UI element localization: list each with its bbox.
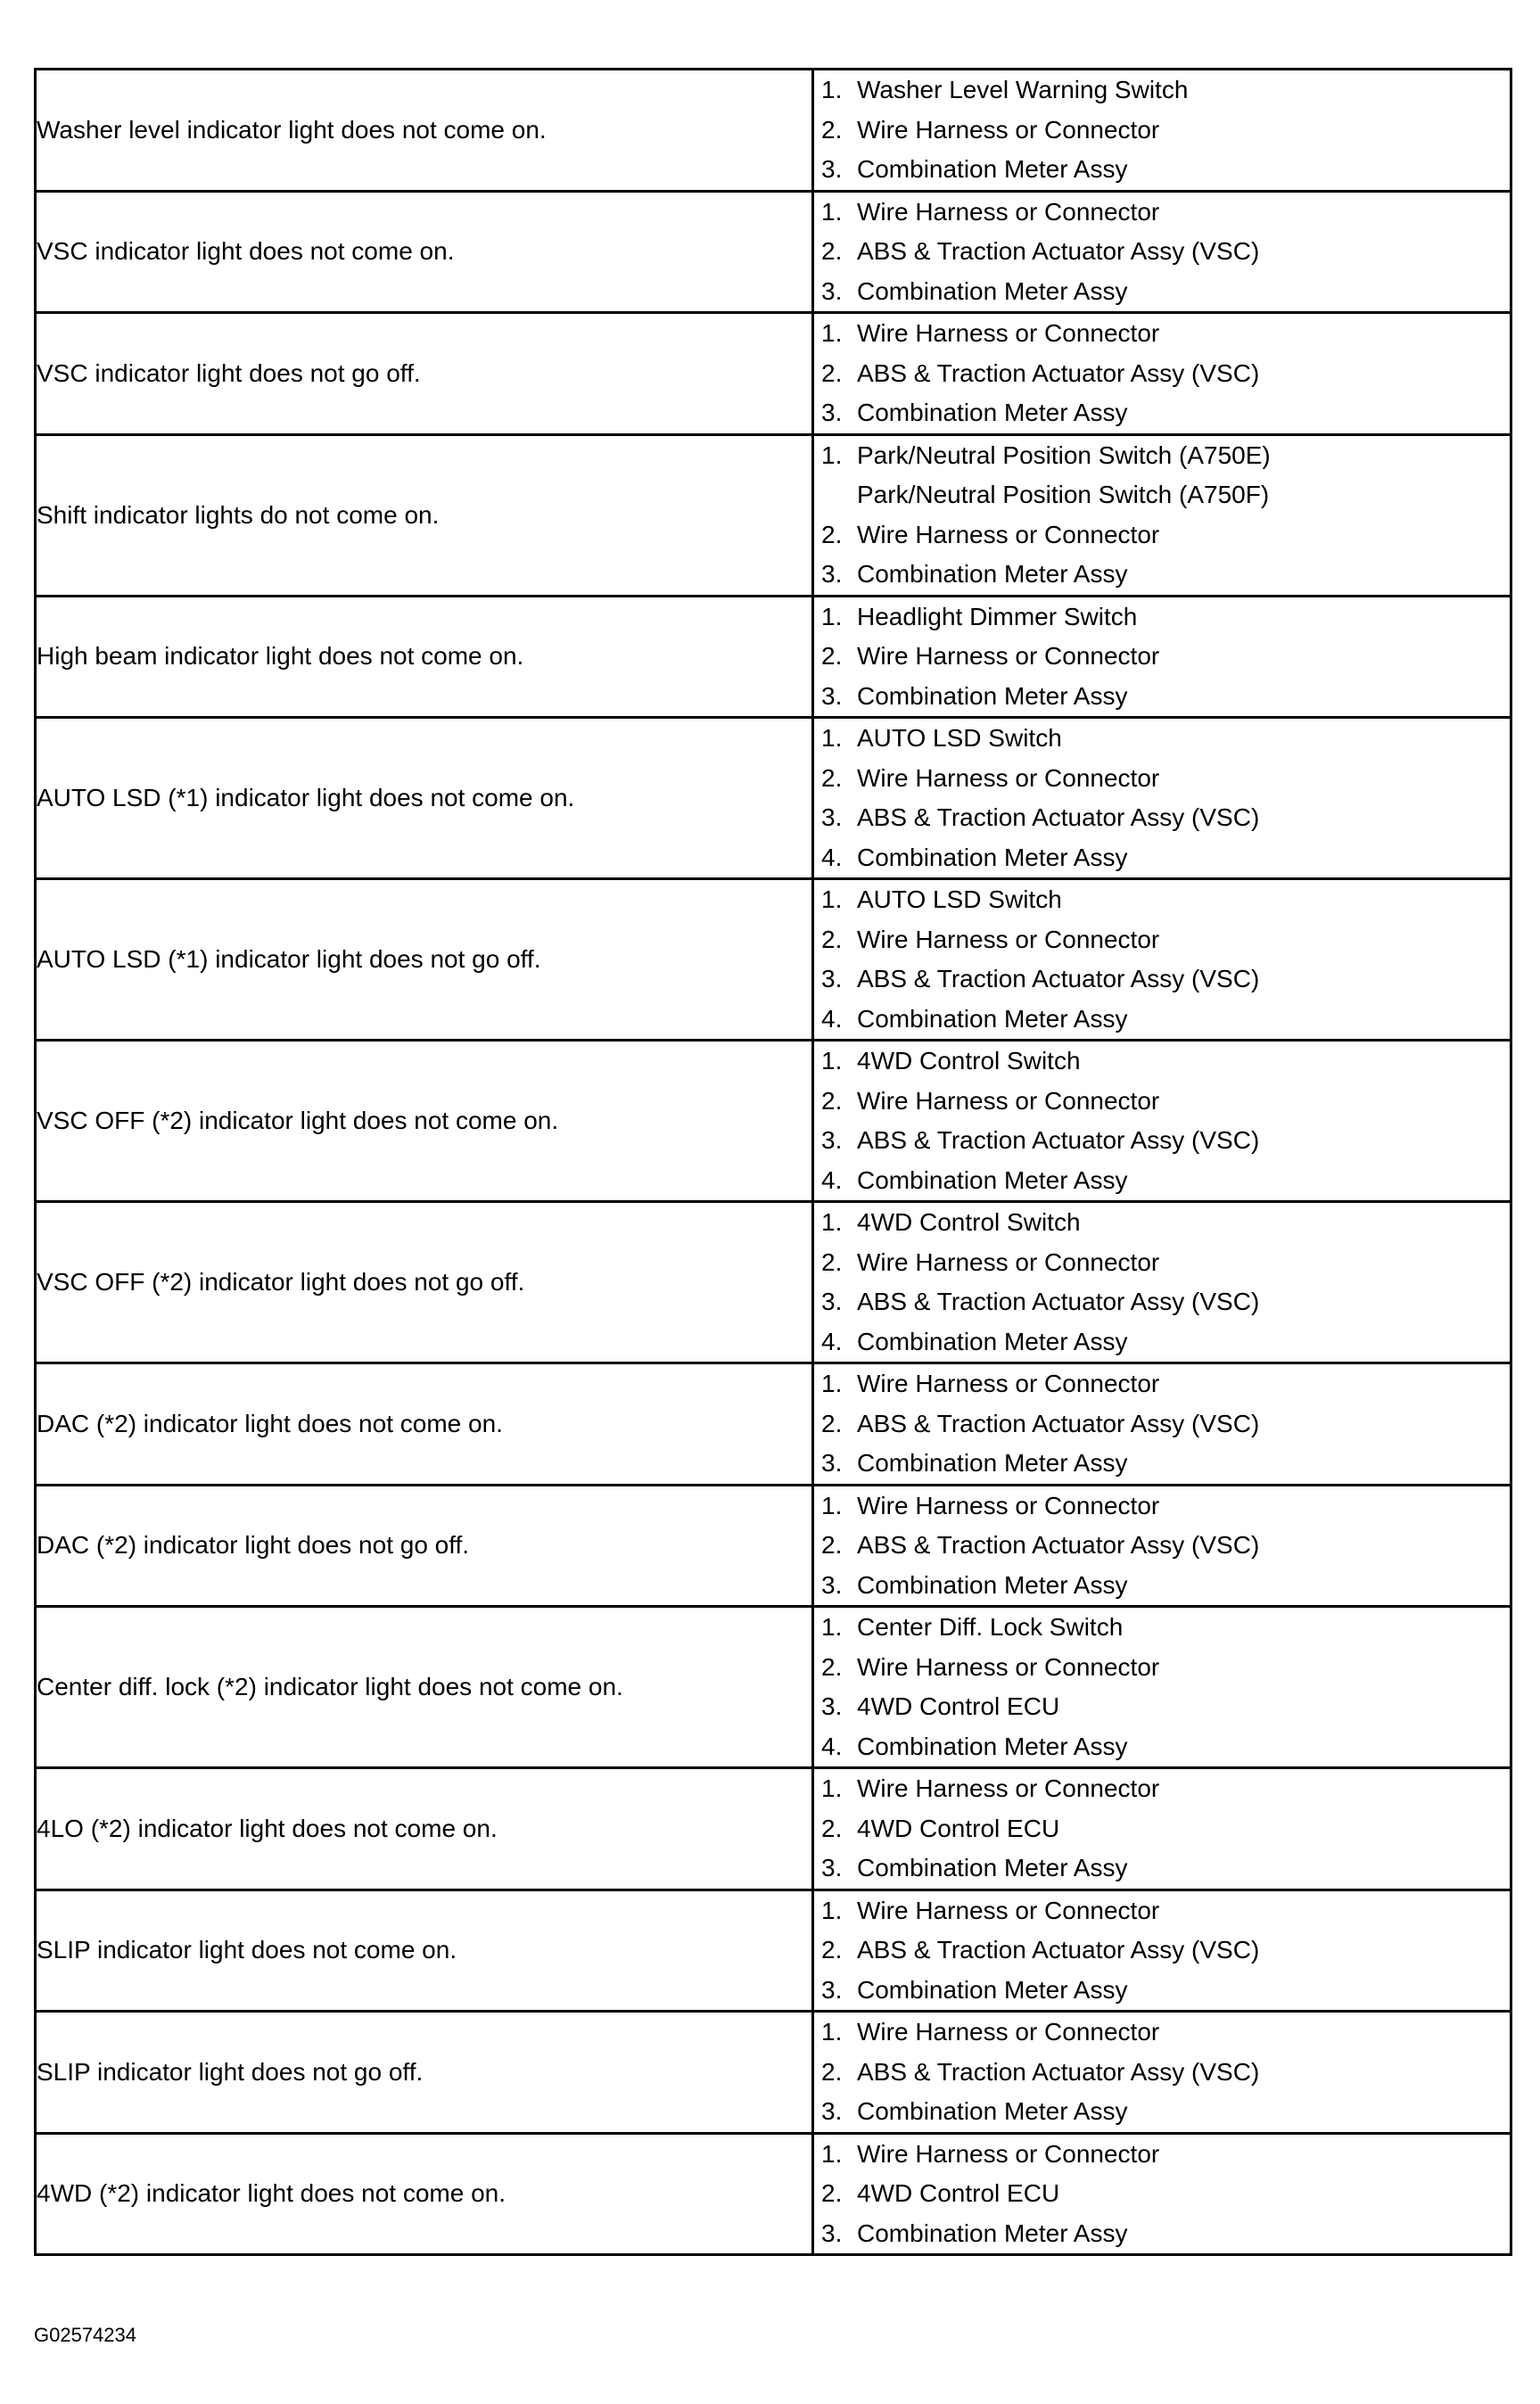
table-row xyxy=(36,70,1511,192)
item-text: Wire Harness or Connector xyxy=(857,115,1160,144)
suspect-area-item xyxy=(821,1687,1510,1727)
item-text: ABS & Traction Actuator Assy (VSC) xyxy=(857,237,1260,265)
suspect-area-item xyxy=(821,1486,1510,1527)
symptom-cell: Shift indicator lights do not come on. xyxy=(36,434,813,596)
suspect-area-cell xyxy=(813,1768,1511,1890)
suspect-area-item xyxy=(821,838,1510,878)
suspect-area-cell xyxy=(813,718,1511,879)
suspect-area-item xyxy=(821,759,1510,799)
suspect-area-cell xyxy=(813,1485,1511,1607)
suspect-area-item xyxy=(821,1931,1510,1971)
item-number: 2. xyxy=(821,115,843,144)
item-number: 1. xyxy=(821,1370,843,1397)
item-text: AUTO LSD Switch xyxy=(857,885,1062,913)
table-row xyxy=(36,1041,1511,1202)
suspect-area-cell xyxy=(813,434,1511,596)
item-text: Combination Meter Assy xyxy=(857,1854,1128,1881)
symptom-table xyxy=(34,68,1512,2256)
suspect-area-item xyxy=(821,1082,1510,1122)
item-number: 2. xyxy=(821,358,843,387)
symptom-cell: Center diff. lock (*2) indicator light does not come on. xyxy=(36,1607,813,1768)
suspect-area-item xyxy=(821,555,1510,595)
item-text: Wire Harness or Connector xyxy=(857,925,1160,953)
suspect-area-item xyxy=(821,1243,1510,1283)
suspect-area-list xyxy=(814,1041,1510,1200)
item-number: 2. xyxy=(821,763,843,792)
item-text: ABS & Traction Actuator Assy (VSC) xyxy=(857,1936,1260,1964)
item-number: 1. xyxy=(821,1896,843,1924)
suspect-area-list xyxy=(814,2135,1510,2254)
item-number: 3. xyxy=(821,1692,843,1720)
item-number: 3. xyxy=(821,560,843,588)
table-row xyxy=(36,1363,1511,1486)
item-number: 1. xyxy=(821,602,843,630)
table-row xyxy=(36,313,1511,435)
item-text: 4WD Control ECU xyxy=(857,1814,1060,1842)
suspect-area-list xyxy=(814,436,1510,595)
item-text: Wire Harness or Connector xyxy=(857,642,1160,670)
suspect-area-item xyxy=(821,1203,1510,1243)
item-text: Wire Harness or Connector xyxy=(857,2018,1160,2046)
item-text: ABS & Traction Actuator Assy (VSC) xyxy=(857,965,1260,992)
suspect-area-list xyxy=(814,1203,1510,1362)
item-text: Combination Meter Assy xyxy=(857,1165,1128,1194)
item-text: Center Diff. Lock Switch xyxy=(857,1613,1124,1641)
item-text: Wire Harness or Connector xyxy=(857,2139,1160,2168)
suspect-area-cell xyxy=(813,1607,1511,1768)
item-text: Combination Meter Assy xyxy=(857,1004,1128,1033)
suspect-area-list xyxy=(814,193,1510,312)
suspect-area-item xyxy=(821,1891,1510,1931)
symptom-cell: 4LO (*2) indicator light does not come on. xyxy=(36,1768,813,1890)
suspect-area-item xyxy=(821,1000,1510,1040)
symptom-cell: VSC OFF (*2) indicator light does not come on. xyxy=(36,1041,813,1202)
symptom-cell: VSC indicator light does not come on. xyxy=(36,191,813,313)
item-text: Combination Meter Assy xyxy=(857,2219,1128,2247)
item-number: 3. xyxy=(821,399,843,426)
suspect-area-cell xyxy=(813,1202,1511,1363)
table-row xyxy=(36,2133,1511,2255)
item-number: 4. xyxy=(821,843,843,871)
item-text: Washer Level Warning Switch xyxy=(857,76,1189,103)
suspect-area-cell xyxy=(813,1889,1511,2012)
item-number: 3. xyxy=(821,681,843,710)
suspect-area-item xyxy=(821,2092,1510,2132)
item-text: 4WD Control Switch xyxy=(857,1208,1081,1236)
item-number: 2. xyxy=(821,237,843,265)
suspect-area-list xyxy=(814,880,1510,1039)
item-text: 4WD Control Switch xyxy=(857,1047,1081,1074)
item-number: 3. xyxy=(821,1854,843,1881)
item-number: 2. xyxy=(821,1531,843,1559)
item-text: Park/Neutral Position Switch (A750E) xyxy=(857,440,1271,469)
item-number: 3. xyxy=(821,1288,843,1315)
item-number: 4. xyxy=(821,1327,843,1355)
item-text: ABS & Traction Actuator Assy (VSC) xyxy=(857,1126,1260,1154)
suspect-area-item xyxy=(821,2214,1510,2254)
suspect-area-item xyxy=(821,677,1510,717)
item-number: 3. xyxy=(821,803,843,831)
item-number: 2. xyxy=(821,1936,843,1964)
suspect-area-item xyxy=(821,1809,1510,1849)
suspect-area-item xyxy=(821,1526,1510,1566)
item-number: 1. xyxy=(821,197,843,226)
item-number: 3. xyxy=(821,2097,843,2125)
symptom-cell: AUTO LSD (*1) indicator light does not go off. xyxy=(36,879,813,1041)
suspect-area-item xyxy=(821,1364,1510,1404)
symptom-cell: VSC OFF (*2) indicator light does not go off. xyxy=(36,1202,813,1363)
item-text: Combination Meter Assy xyxy=(857,560,1128,588)
suspect-area-item xyxy=(821,393,1510,433)
symptom-cell: 4WD (*2) indicator light does not come on. xyxy=(36,2133,813,2255)
table-row xyxy=(36,434,1511,596)
suspect-area-item xyxy=(821,1282,1510,1322)
suspect-area-item xyxy=(821,1648,1510,1688)
item-text: Wire Harness or Connector xyxy=(857,1652,1160,1681)
suspect-area-item xyxy=(821,193,1510,233)
suspect-area-cell xyxy=(813,596,1511,718)
item-text: Wire Harness or Connector xyxy=(857,1491,1160,1519)
symptom-cell: SLIP indicator light does not go off. xyxy=(36,2012,813,2134)
item-number: 3. xyxy=(821,1975,843,2004)
suspect-area-list xyxy=(814,1364,1510,1484)
suspect-area-item xyxy=(821,70,1510,111)
suspect-area-list xyxy=(814,2013,1510,2132)
item-number: 1. xyxy=(821,885,843,913)
symptom-cell: AUTO LSD (*1) indicator light does not come on. xyxy=(36,718,813,879)
suspect-area-cell xyxy=(813,2012,1511,2134)
symptom-cell: VSC indicator light does not go off. xyxy=(36,313,813,435)
suspect-area-cell xyxy=(813,70,1511,192)
suspect-area-list xyxy=(814,719,1510,877)
suspect-area-list xyxy=(814,1769,1510,1889)
suspect-area-item xyxy=(821,1041,1510,1082)
item-text: Wire Harness or Connector xyxy=(857,1247,1160,1276)
suspect-area-item xyxy=(821,232,1510,272)
symptom-table-body xyxy=(36,70,1511,2255)
suspect-area-item xyxy=(821,1161,1510,1201)
table-row xyxy=(36,1202,1511,1363)
suspect-area-item xyxy=(821,1121,1510,1161)
item-number: 1. xyxy=(821,2018,843,2046)
suspect-area-item xyxy=(821,2013,1510,2053)
suspect-area-item xyxy=(821,2053,1510,2093)
item-number: 4. xyxy=(821,1732,843,1760)
table-row xyxy=(36,1485,1511,1607)
suspect-area-item xyxy=(821,436,1510,476)
item-text: Wire Harness or Connector xyxy=(857,1370,1160,1397)
suspect-area-item xyxy=(821,637,1510,677)
table-row xyxy=(36,1889,1511,2012)
item-text: Combination Meter Assy xyxy=(857,2097,1128,2125)
suspect-area-cell xyxy=(813,1363,1511,1486)
item-text: ABS & Traction Actuator Assy (VSC) xyxy=(857,1288,1260,1315)
suspect-area-list xyxy=(814,1486,1510,1606)
suspect-area-item xyxy=(821,920,1510,960)
suspect-area-item xyxy=(821,1322,1510,1363)
item-number: 1. xyxy=(821,1208,843,1236)
suspect-area-item xyxy=(821,475,1510,515)
suspect-area-item xyxy=(821,150,1510,190)
item-text: Combination Meter Assy xyxy=(857,1975,1128,2004)
item-text: Combination Meter Assy xyxy=(857,276,1128,305)
item-text: Park/Neutral Position Switch (A750F) xyxy=(857,481,1270,508)
item-text: Combination Meter Assy xyxy=(857,681,1128,710)
item-text: AUTO LSD Switch xyxy=(857,724,1062,752)
suspect-area-cell xyxy=(813,191,1511,313)
item-number: 2. xyxy=(821,1247,843,1276)
suspect-area-item xyxy=(821,1769,1510,1809)
item-number: 1. xyxy=(821,1047,843,1074)
item-text: ABS & Traction Actuator Assy (VSC) xyxy=(857,803,1260,831)
suspect-area-cell xyxy=(813,1041,1511,1202)
symptom-cell: DAC (*2) indicator light does not go off. xyxy=(36,1485,813,1607)
item-number: 3. xyxy=(821,1449,843,1477)
item-text: ABS & Traction Actuator Assy (VSC) xyxy=(857,2057,1260,2086)
suspect-area-item xyxy=(821,354,1510,394)
item-number: 1. xyxy=(821,440,843,469)
item-number: 1. xyxy=(821,1491,843,1519)
suspect-area-item xyxy=(821,2174,1510,2214)
suspect-area-list xyxy=(814,1891,1510,2011)
item-text: Wire Harness or Connector xyxy=(857,197,1160,226)
item-number: 3. xyxy=(821,1570,843,1599)
item-text: Headlight Dimmer Switch xyxy=(857,602,1138,630)
suspect-area-cell xyxy=(813,2133,1511,2255)
item-text: Combination Meter Assy xyxy=(857,1449,1128,1477)
item-number: 3. xyxy=(821,965,843,992)
item-number: 1. xyxy=(821,319,843,347)
item-text: Combination Meter Assy xyxy=(857,1327,1128,1355)
suspect-area-item xyxy=(821,1971,1510,2011)
table-row xyxy=(36,1768,1511,1890)
suspect-area-item xyxy=(821,597,1510,638)
suspect-area-item xyxy=(821,1404,1510,1445)
item-number: 2. xyxy=(821,2057,843,2086)
item-number: 3. xyxy=(821,155,843,183)
table-row xyxy=(36,2012,1511,2134)
item-text: 4WD Control ECU xyxy=(857,2179,1060,2207)
item-number: 3. xyxy=(821,1126,843,1154)
suspect-area-item xyxy=(821,880,1510,920)
suspect-area-item xyxy=(821,1566,1510,1606)
item-text: Wire Harness or Connector xyxy=(857,1086,1160,1115)
table-row xyxy=(36,191,1511,313)
suspect-area-item xyxy=(821,798,1510,838)
table-row xyxy=(36,1607,1511,1768)
item-text: Wire Harness or Connector xyxy=(857,520,1160,548)
item-text: Combination Meter Assy xyxy=(857,843,1128,871)
item-number: 2. xyxy=(821,2179,843,2207)
figure-id: G02574234 xyxy=(34,2324,136,2346)
item-text: ABS & Traction Actuator Assy (VSC) xyxy=(857,1531,1260,1559)
suspect-area-item xyxy=(821,314,1510,354)
suspect-area-list xyxy=(814,314,1510,433)
item-text: Wire Harness or Connector xyxy=(857,319,1160,347)
item-text: Wire Harness or Connector xyxy=(857,1896,1160,1924)
suspect-area-list xyxy=(814,1608,1510,1766)
item-number: 2. xyxy=(821,1814,843,1842)
suspect-area-item xyxy=(821,1608,1510,1648)
suspect-area-item xyxy=(821,1848,1510,1889)
item-number: 4. xyxy=(821,1165,843,1194)
suspect-area-list xyxy=(814,70,1510,190)
item-number: 4. xyxy=(821,1004,843,1033)
suspect-area-list xyxy=(814,597,1510,717)
item-number: 3. xyxy=(821,2219,843,2247)
suspect-area-item xyxy=(821,272,1510,312)
suspect-area-item xyxy=(821,959,1510,1000)
item-number: 2. xyxy=(821,1086,843,1115)
item-text: Combination Meter Assy xyxy=(857,155,1128,183)
symptom-cell: DAC (*2) indicator light does not come on. xyxy=(36,1363,813,1486)
suspect-area-item xyxy=(821,515,1510,556)
item-number: 1. xyxy=(821,2139,843,2168)
table-row xyxy=(36,596,1511,718)
item-number: 2. xyxy=(821,1409,843,1437)
item-text: ABS & Traction Actuator Assy (VSC) xyxy=(857,358,1260,387)
suspect-area-item xyxy=(821,2135,1510,2175)
symptom-cell: SLIP indicator light does not come on. xyxy=(36,1889,813,2012)
item-text: Combination Meter Assy xyxy=(857,1732,1128,1760)
item-number: 1. xyxy=(821,1613,843,1641)
item-number: 3. xyxy=(821,276,843,305)
suspect-area-item xyxy=(821,1444,1510,1484)
item-number: 2. xyxy=(821,642,843,670)
item-text: Wire Harness or Connector xyxy=(857,1774,1160,1802)
suspect-area-cell xyxy=(813,313,1511,435)
table-row xyxy=(36,718,1511,879)
item-number: 1. xyxy=(821,76,843,103)
item-text: Combination Meter Assy xyxy=(857,1570,1128,1599)
table-row xyxy=(36,879,1511,1041)
item-text: Combination Meter Assy xyxy=(857,399,1128,426)
item-text: ABS & Traction Actuator Assy (VSC) xyxy=(857,1409,1260,1437)
item-text: 4WD Control ECU xyxy=(857,1692,1060,1720)
suspect-area-item xyxy=(821,719,1510,759)
symptom-cell: Washer level indicator light does not come on. xyxy=(36,70,813,192)
suspect-area-item xyxy=(821,111,1510,151)
item-number: 2. xyxy=(821,925,843,953)
item-number: 2. xyxy=(821,1652,843,1681)
suspect-area-item xyxy=(821,1727,1510,1767)
item-number: 1. xyxy=(821,724,843,752)
item-number: 2. xyxy=(821,520,843,548)
symptom-cell: High beam indicator light does not come on. xyxy=(36,596,813,718)
item-text: Wire Harness or Connector xyxy=(857,763,1160,792)
item-number: 1. xyxy=(821,1774,843,1802)
suspect-area-cell xyxy=(813,879,1511,1041)
